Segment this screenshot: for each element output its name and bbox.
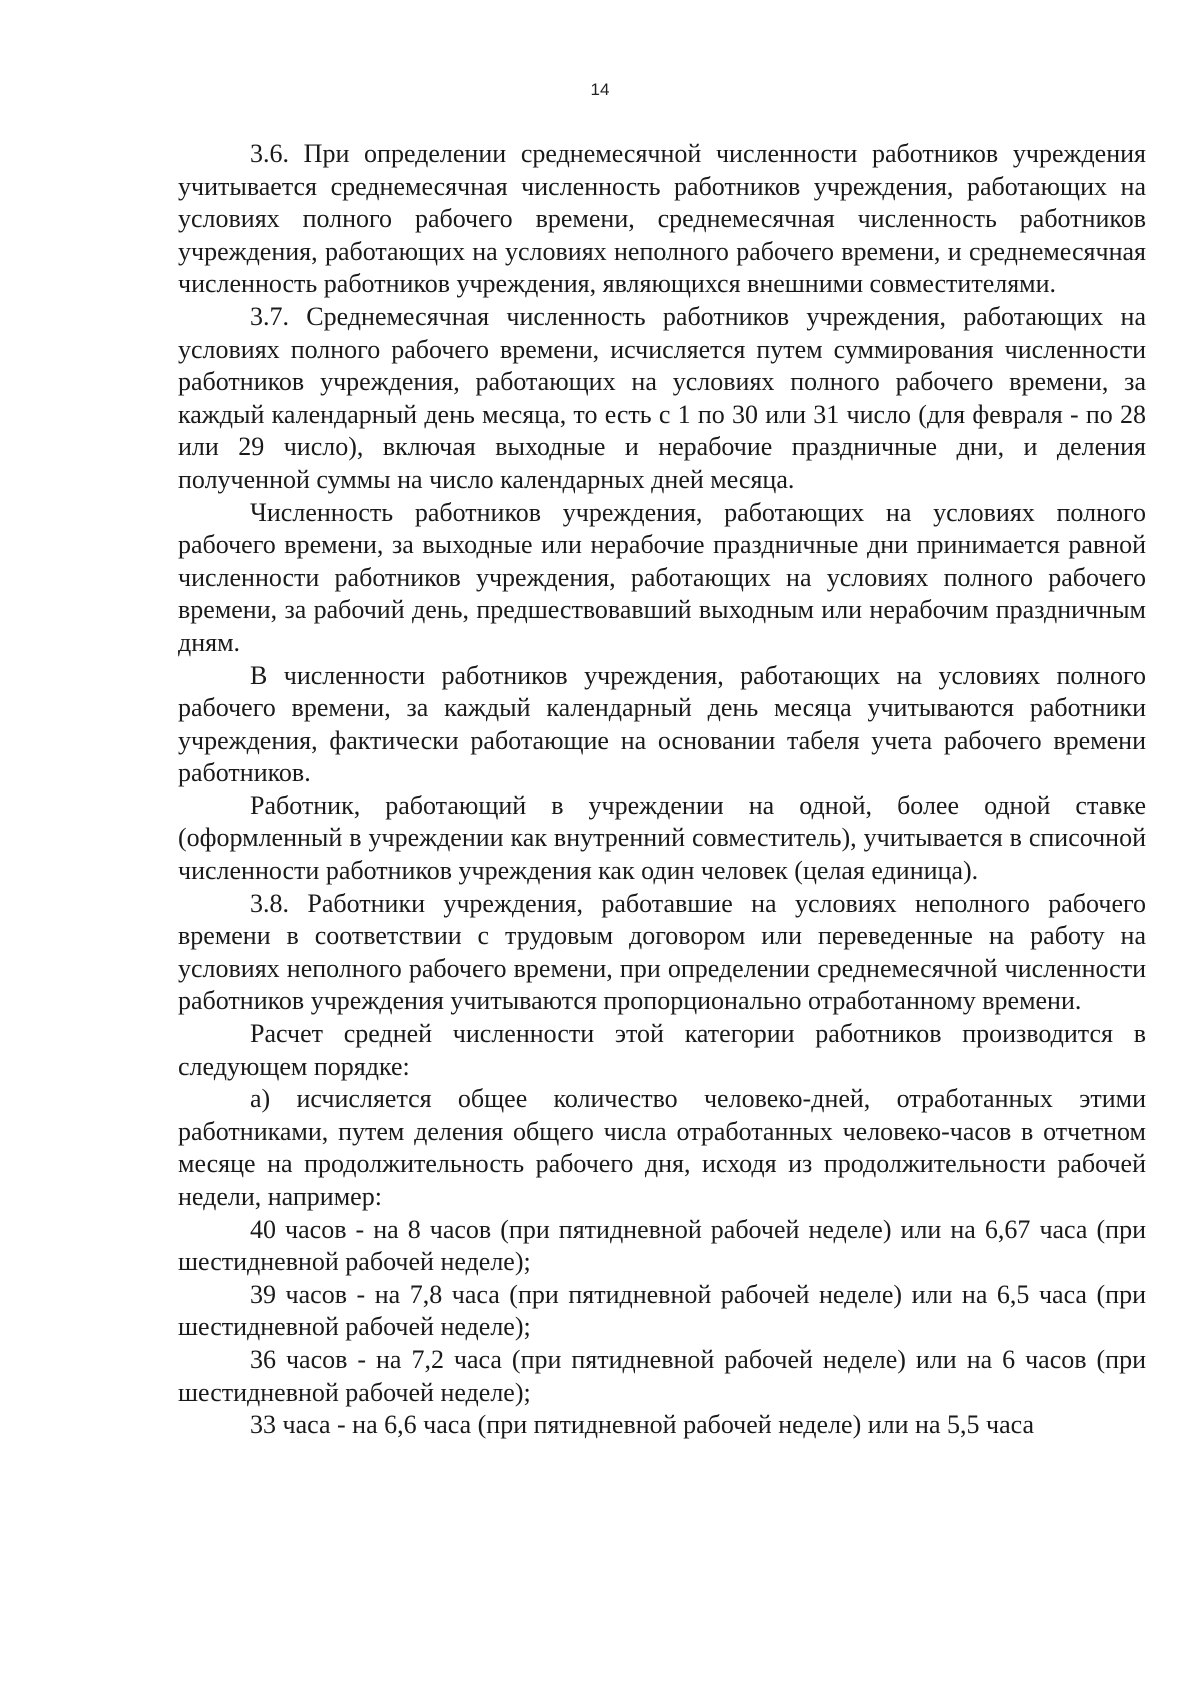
paragraph-3-8: 3.8. Работники учреждения, работавшие на условиях неполного рабочего времени в соответствии с трудовым договором или переведенные на работу на условиях неполного рабочего времени, при определении среднемесячной численности работников учреждения учитываются пропорционально отработанному времени.	[178, 888, 1146, 1016]
document-body	[178, 138, 1146, 1442]
paragraph-33-hours: 33 часа - на 6,6 часа (при пятидневной рабочей неделе) или на 5,5 часа	[250, 1410, 1035, 1440]
paragraph-39-hours: 39 часов - на 7,8 часа (при пятидневной рабочей неделе) или на 6,5 часа (при шестидневной рабочей неделе);	[178, 1279, 1146, 1342]
paragraph-40-hours: 40 часов - на 8 часов (при пятидневной рабочей неделе) или на 6,67 часа (при шестидневной рабочей неделе);	[178, 1214, 1146, 1277]
paragraph-3-7: 3.7. Среднемесячная численность работников учреждения, работающих на условиях полного рабочего времени, исчисляется путем суммирования численности работников учреждения, работающих на условиях полного рабочего времени, за каждый календарный день месяца, то есть с 1 по 30 или 31 число (для февраля - по 28 или 29 число), включая выходные и нерабочие праздничные дни, и деления полученной суммы на число календарных дней месяца.	[178, 301, 1146, 494]
paragraph-calculation-order: Расчет средней численности этой категории работников производится в следующем порядке:	[178, 1019, 1146, 1081]
paragraph-36-hours: 36 часов - на 7,2 часа (при пятидневной рабочей неделе) или на 6 часов (при шестидневной рабочей неделе);	[178, 1344, 1146, 1407]
paragraph-item-a: а) исчисляется общее количество человеко-дней, отработанных этими работниками, путем деления общего числа отработанных человеко-часов в отчетном месяце на продолжительность рабочего дня, исходя из продолжительности рабочей недели, например:	[178, 1084, 1146, 1211]
paragraph-timesheet: В численности работников учреждения, работающих на условиях полного рабочего времени, за каждый календарный день месяца учитываются работники учреждения, фактически работающие на основании табеля учета рабочего времени работников.	[178, 660, 1146, 788]
page-number: 14	[590, 80, 610, 99]
paragraph-internal-part-timer: Работник, работающий в учреждении на одной, более одной ставке (оформленный в учреждении как внутренний совместитель), учитывается в списочной численности работников учреждения как один человек (целая единица).	[178, 790, 1146, 886]
paragraph-3-6: 3.6. При определении среднемесячной численности работников учреждения учитывается среднемесячная численность работников учреждения, работающих на условиях полного рабочего времени, среднемесячная численность работников учреждения, работающих на условиях неполного рабочего времени, и среднемесячная численность работников учреждения, являющихся внешними совместителями.	[178, 139, 1146, 299]
paragraph-holiday-headcount: Численность работников учреждения, работающих на условиях полного рабочего времени, за выходные или нерабочие праздничные дни принимается равной численности работников учреждения, работающих на условиях полного рабочего времени, за рабочий день, предшествовавший выходным или нерабочим праздничным дням.	[178, 497, 1146, 657]
